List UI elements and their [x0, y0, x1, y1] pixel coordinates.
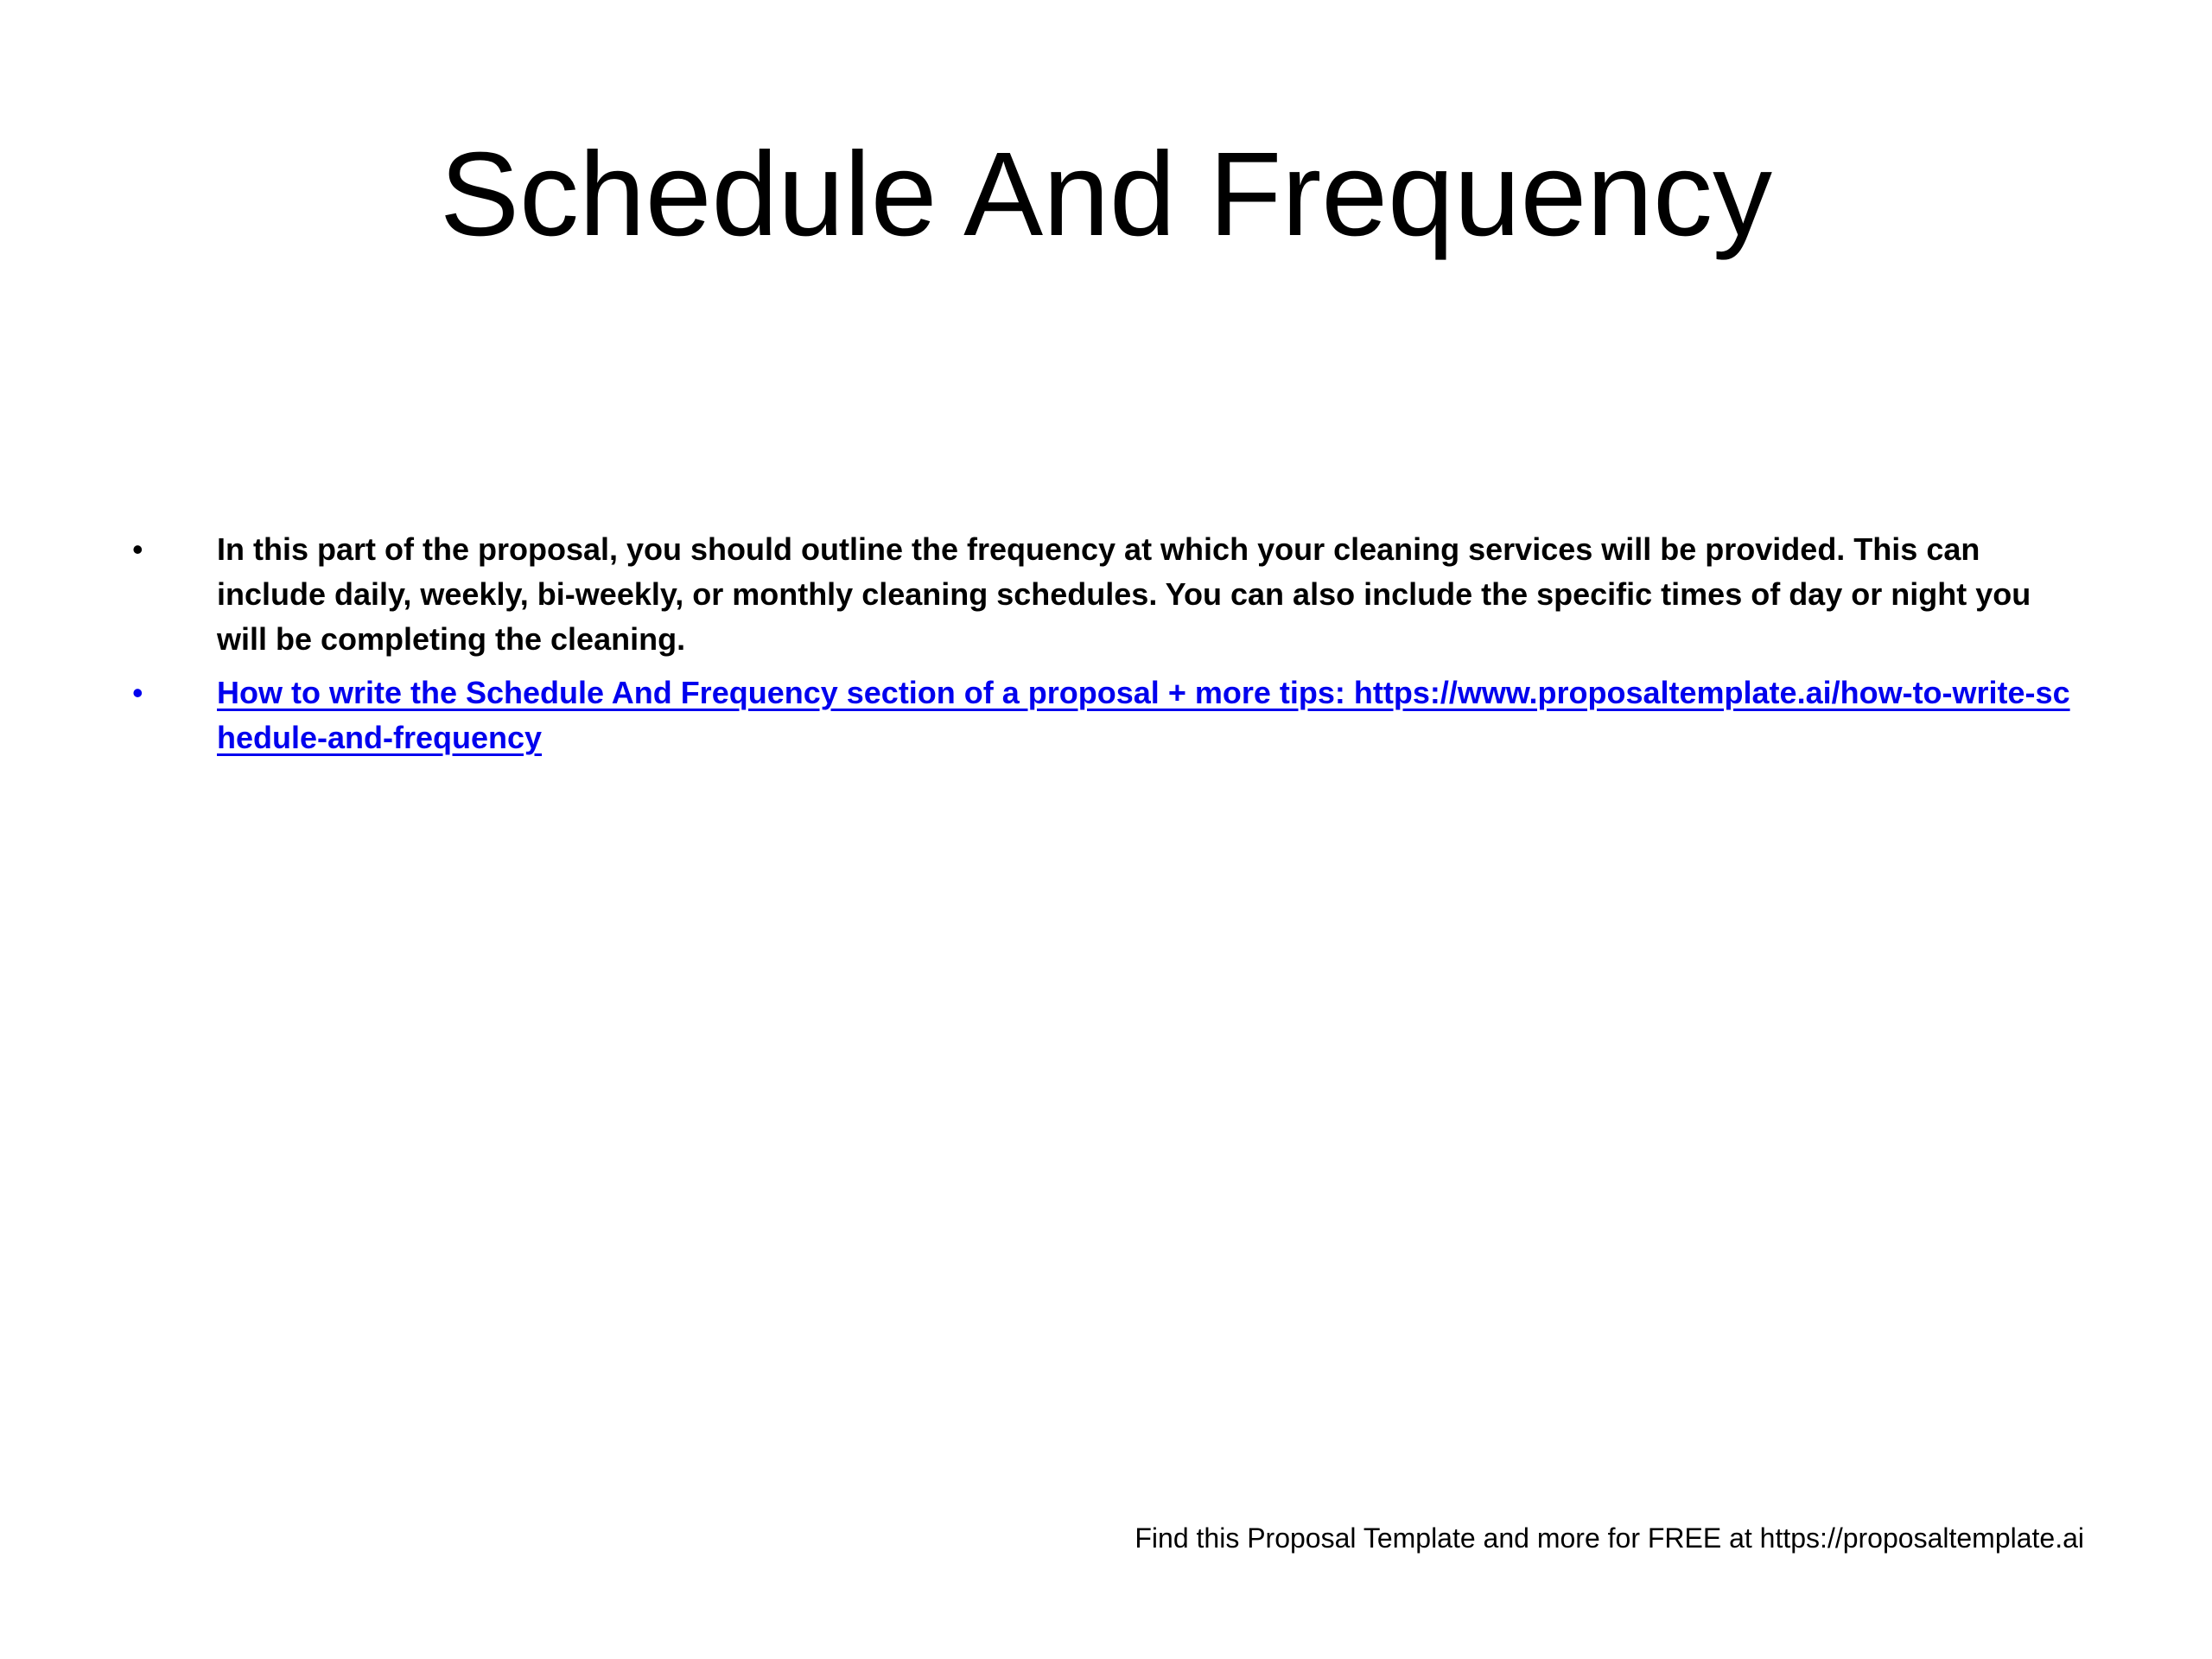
bullet-item-description	[125, 527, 2087, 662]
bullet-marker: •	[132, 675, 143, 710]
bullet-list	[125, 527, 2087, 760]
bullet-text: In this part of the proposal, you should outline the frequency at which your cleaning services will be provided. This can include daily, weekly, bi-weekly, or monthly cleaning schedules. You can also include the specific times of day or night you will be completing the cleaning.	[217, 531, 2031, 657]
tips-link[interactable]: How to write the Schedule And Frequency section of a proposal + more tips: https://www.proposaltemplate.ai/how-to-write-schedule-and-frequency	[217, 675, 2070, 755]
slide-body	[125, 527, 2087, 769]
slide-title: Schedule And Frequency	[439, 128, 1773, 261]
bullet-marker: •	[132, 531, 143, 567]
bullet-item-link	[125, 671, 2087, 760]
footer-note: Find this Proposal Template and more for FREE at https://proposaltemplate.ai	[1135, 1522, 2084, 1554]
